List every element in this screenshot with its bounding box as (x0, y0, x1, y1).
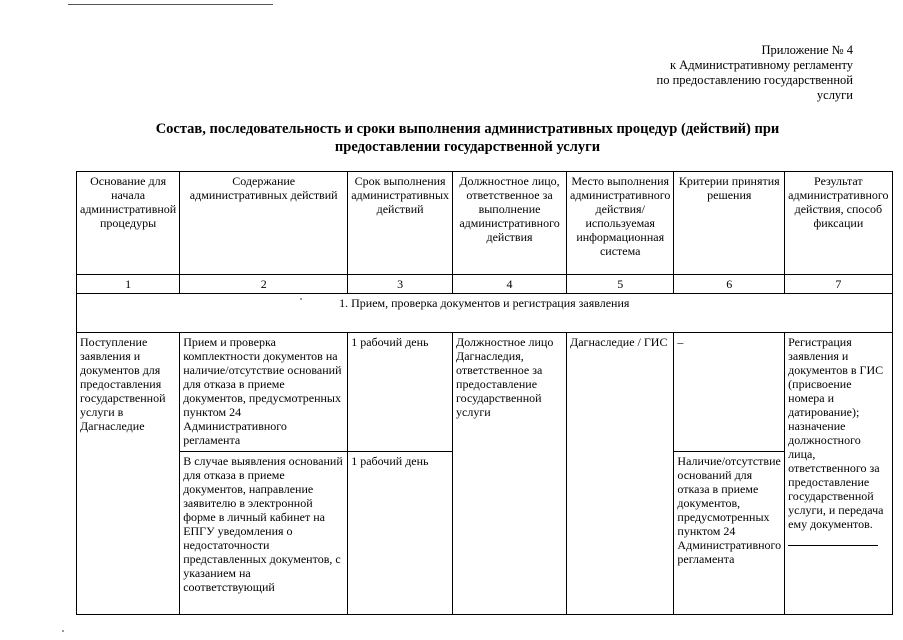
term-cell: 1 рабочий день (348, 333, 453, 452)
procedures-table (76, 171, 893, 615)
column-number: 5 (567, 275, 674, 294)
title-line: предоставлении государственной услуги (334, 139, 601, 155)
column-number: 1 (77, 275, 180, 294)
place-cell: Дагнаследие / ГИС (567, 333, 674, 615)
header-cell: Основание для начала административной процедуры (77, 172, 180, 275)
header-cell: Результат административного действия, способ фиксации (785, 172, 892, 275)
column-number-row (77, 275, 893, 294)
table-row (77, 333, 893, 452)
column-number: 6 (674, 275, 785, 294)
result-underline (788, 545, 878, 546)
criteria-cell: Наличие/отсутствие оснований для отказа в приеме документов, предусмотренных пунктом 24 Административного регламента (674, 452, 785, 615)
column-number: 7 (785, 275, 892, 294)
action-cell: В случае выявления оснований для отказа в приеме документов, направление заявителю в электронной форме в личный кабинет на ЕПГУ уведомления о недостаточности представленных документов, с указанием на соответствующий (180, 452, 348, 615)
header-cell: Срок выполнения административных действий (348, 172, 453, 275)
scan-artifact-line (68, 4, 273, 5)
scan-speck (62, 630, 64, 632)
header-cell: Место выполнения административного действия/ используемая информационная система (567, 172, 674, 275)
header-cell: Критерии принятия решения (674, 172, 785, 275)
column-number: 4 (453, 275, 567, 294)
criteria-cell: – (674, 333, 785, 452)
term-cell: 1 рабочий день (348, 452, 453, 615)
appendix-note (593, 43, 853, 103)
appendix-line: к Административному регламенту (669, 58, 853, 72)
result-cell (785, 333, 892, 615)
appendix-line: Приложение № 4 (761, 43, 853, 57)
official-cell: Должностное лицо Дагнаследия, ответственное за предоставление государственной услуги (453, 333, 567, 615)
section-row (77, 294, 893, 333)
header-cell: Должностное лицо, ответственное за выполнение административного действия (453, 172, 567, 275)
header-cell: Содержание административных действий (180, 172, 348, 275)
table-header-row (77, 172, 893, 275)
title-line: Состав, последовательность и сроки выполнения административных процедур (действий) при (155, 121, 780, 137)
column-number: 2 (180, 275, 348, 294)
action-cell: Прием и проверка комплектности документов на наличие/отсутствие оснований для отказа в приеме документов, предусмотренных пунктом 24 Административного регламента (180, 333, 348, 452)
appendix-line: услуги (816, 88, 853, 102)
column-number: 3 (348, 275, 453, 294)
appendix-line: по предоставлению государственной (656, 73, 853, 87)
result-text: Регистрация заявления и документов в ГИС (присвоение номера и датирование); назначение должностного лица, ответственного за предоставление государственной услуги, и передача ему документов. (788, 335, 884, 531)
document-title (60, 120, 875, 156)
basis-cell: Поступление заявления и документов для предоставления государственной услуги в Дагнаследие (77, 333, 180, 615)
section-title: 1. Прием, проверка документов и регистрация заявления (77, 294, 893, 333)
